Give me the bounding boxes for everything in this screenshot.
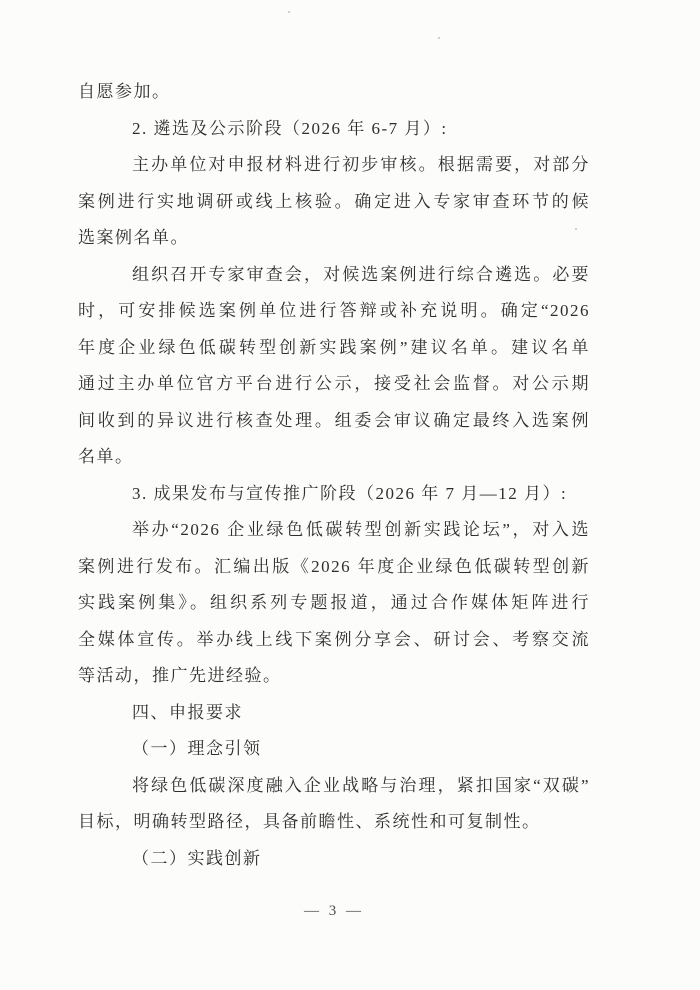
scan-speck <box>438 37 440 39</box>
para-expert-review-line-6: 名单。 <box>78 447 134 466</box>
para-initial-review-line-1: 主办单位对申报材料进行初步审核。根据需要，对部分 <box>132 155 590 174</box>
para-expert-review-line-1: 组织召开专家审查会，对候选案例进行综合遴选。必要 <box>132 264 590 284</box>
para-concept-leadership-line-1: 将绿色低碳深度融入企业战略与治理，紧扣国家“双碳” <box>132 775 590 795</box>
page-number-footer: — 3 — <box>304 903 364 919</box>
para-expert-review-line-5: 间收到的异议进行核查处理。组委会审议确定最终入选案例 <box>78 410 590 430</box>
para-initial-review-line-3: 选案例名单。 <box>78 228 189 247</box>
heading-sub-2-practice-innovation: （二）实践创新 <box>132 848 262 868</box>
heading-sub-1-concept-leadership: （一）理念引领 <box>132 739 262 758</box>
heading-stage-3-results-promotion: 3. 成果发布与宣传推广阶段（2026 年 7 月—12 月）: <box>132 483 568 503</box>
para-forum-publication-line-2: 案例进行发布。汇编出版《2026 年度企业绿色低碳转型创新 <box>78 556 590 576</box>
para-expert-review-line-3: 年度企业绿色低碳转型创新实践案例”建议名单。建议名单 <box>78 337 590 357</box>
heading-stage-2-selection-publicity: 2. 遴选及公示阶段（2026 年 6-7 月）: <box>132 118 448 138</box>
scan-speck <box>575 228 577 230</box>
para-forum-publication-line-1: 举办“2026 企业绿色低碳转型创新实践论坛”，对入选 <box>132 520 590 539</box>
para-concept-leadership-line-2: 目标，明确转型路径，具备前瞻性、系统性和可复制性。 <box>78 812 541 831</box>
para-forum-publication-line-3: 实践案例集》。组织系列专题报道，通过合作媒体矩阵进行 <box>78 593 590 612</box>
heading-section-4-application-requirements: 四、申报要求 <box>132 702 243 722</box>
document-text-block <box>78 74 590 877</box>
scan-speck <box>288 11 290 13</box>
para-forum-publication-line-4: 全媒体宣传。举办线上线下案例分享会、研讨会、考察交流 <box>78 629 590 649</box>
line-voluntary-participation: 自愿参加。 <box>78 82 171 101</box>
para-initial-review-line-2: 案例进行实地调研或线上核验。确定进入专家审查环节的候 <box>78 191 590 211</box>
para-expert-review-line-2: 时，可安排候选案例单位进行答辩或补充说明。确定“2026 <box>78 301 590 320</box>
para-forum-publication-line-5: 等活动，推广先进经验。 <box>78 666 282 685</box>
para-expert-review-line-4: 通过主办单位官方平台进行公示，接受社会监督。对公示期 <box>78 374 590 393</box>
